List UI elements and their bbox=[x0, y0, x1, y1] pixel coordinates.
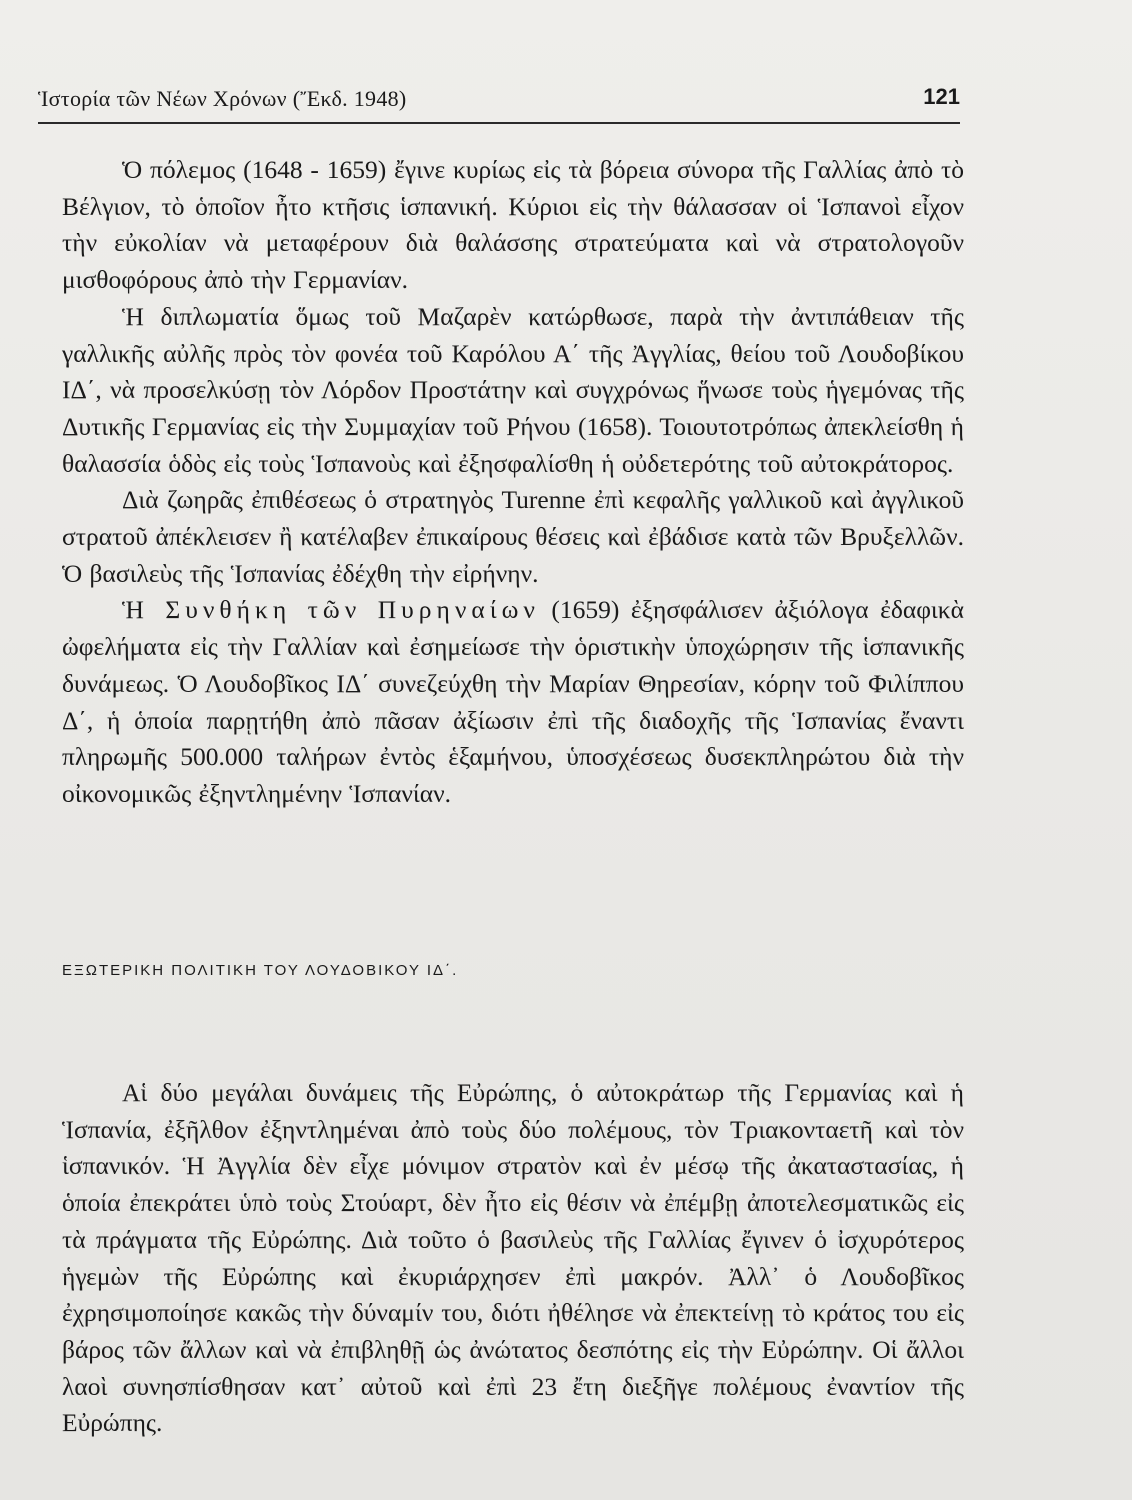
section-heading: ΕΞΩΤΕΡΙΚΗ ΠΟΛΙΤΙΚΗ ΤΟΥ ΛΟΥΔΟΒΙΚΟΥ ΙΔ΄. bbox=[62, 962, 459, 979]
paragraph-foreign-policy: Αἱ δύο μεγάλαι δυνάμεις τῆς Εὐρώπης, ὁ αὐτοκράτωρ τῆς Γερμανίας καὶ ἡ Ἱσπανία, ἐξῆλθον ἐξηντλημέναι ἀπὸ τοὺς δύο πολέμους, τὸν Τριακονταετῆ καὶ τὸν ἱσπανικόν. Ἡ Ἀγγλία δὲν εἶχε μόνιμον στρατὸν καὶ ἐν μέσῳ τῆς ἀκαταστασίας, ἡ ὁποία ἐπεκράτει ὑπὸ τοὺς Στούαρτ, δὲν ἦτο εἰς θέσιν νὰ ἐπέμβῃ ἀποτελεσματικῶς εἰς τὰ πράγματα τῆς Εὐρώπης. Διὰ τοῦτο ὁ βασιλεὺς τῆς Γαλλίας ἔγινεν ὁ ἰσχυρότερος ἡγεμὼν τῆς Εὐρώπης καὶ ἐκυριάρχησεν ἐπὶ μακρόν. Ἀλλ᾽ ὁ Λουδοβῖκος ἐχρησιμοποίησε κακῶς τὴν δύναμίν του, διότι ἠθέλησε νὰ ἐπεκτείνῃ τὸ κράτος του εἰς βάρος τῶν ἄλλων καὶ νὰ ἐπιβληθῇ ὡς ἀνώτατος δεσπότης εἰς τὴν Εὐρώπην. Οἱ ἄλλοι λαοὶ συνησπίσθησαν κατ᾽ αὐτοῦ καὶ ἐπὶ 23 ἔτη διεξῆγε πολέμους ἐναντίον τῆς Εὐρώπης. bbox=[62, 1078, 964, 1438]
treaty-text: (1659) ἐξησφάλισεν ἀξιόλογα ἐδαφικὰ ὠφελήματα εἰς τὴν Γαλλίαν καὶ ἐσημείωσε τὴν ὁριστικὴν ὑποχώρησιν τῆς ἱσπανικῆς δυνάμεως. Ὁ Λουδοβῖκος ΙΔ΄ συνεζεύχθη τὴν Μαρίαν Θηρεσίαν, κόρην τοῦ Φιλίππου Δ΄, ἡ ὁποία παρῃτήθη ἀπὸ πᾶσαν ἀξίωσιν ἐπὶ τῆς διαδοχῆς τῆς Ἱσπανίας ἔναντι πληρωμῆς 500.000 ταλήρων ἐντὸς ἑξαμήνου, ὑποσχέσεως δυσεκπληρώτου διὰ τὴν οἰκονομικῶς ἐξηντλημένην Ἱσπανίαν. bbox=[62, 595, 965, 808]
paragraph-mazarin-diplomacy: Ἡ διπλωματία ὅμως τοῦ Μαζαρὲν κατώρθωσε, παρὰ τὴν ἀντιπάθειαν τῆς γαλλικῆς αὐλῆς πρὸς τὸν φονέα τοῦ Καρόλου Α΄ τῆς Ἀγγλίας, θείου τοῦ Λουδοβίκου ΙΔ΄, νὰ προσελκύσῃ τὸν Λόρδον Προστάτην καὶ συγχρόνως ἥνωσε τοὺς ἡγεμόνας τῆς Δυτικῆς Γερμανίας εἰς τὴν Συμμαχίαν τοῦ Ρήνου (1658). Τοιουτοτρόπως ἀπεκλείσθη ἡ θαλασσία ὁδὸς εἰς τοὺς Ἱσπανοὺς καὶ ἐξησφαλίσθη ἡ οὐδετερότης τοῦ αὐτοκράτορος. bbox=[62, 301, 964, 478]
text-block-lower bbox=[62, 1075, 964, 1442]
paragraph-war-1648: Ὁ πόλεμος (1648 - 1659) ἔγινε κυρίως εἰς τὰ βόρεια σύνορα τῆς Γαλλίας ἀπὸ τὸ Βέλγιον, τὸ ὁποῖον ἦτο κτῆσις ἱσπανική. Κύριοι εἰς τὴν θάλασσαν οἱ Ἱσπανοὶ εἶχον τὴν εὐκολίαν νὰ μεταφέρουν διὰ θαλάσσης στρατεύματα καὶ νὰ στρατολογοῦν μισθοφόρους ἀπὸ τὴν Γερμανίαν. bbox=[62, 155, 964, 295]
page-number: 121 bbox=[923, 84, 960, 109]
paragraph-pyrenees-treaty bbox=[62, 592, 964, 812]
treaty-name: Ἡ Συνθήκη τῶν Πυρηναίων bbox=[122, 595, 540, 625]
running-title: Ἱστορία τῶν Νέων Χρόνων (Ἔκδ. 1948) bbox=[38, 86, 407, 111]
text-block-upper bbox=[62, 152, 964, 813]
running-header bbox=[38, 86, 960, 120]
header-rule bbox=[38, 122, 960, 124]
paragraph-turenne: Διὰ ζωηρᾶς ἐπιθέσεως ὁ στρατηγὸς Turenne ἐπὶ κεφαλῆς γαλλικοῦ καὶ ἀγγλικοῦ στρατοῦ ἀπέκλεισεν ἢ κατέλαβεν ἐπικαίρους θέσεις καὶ ἐβάδισε κατὰ τῶν Βρυξελλῶν. Ὁ βασιλεὺς τῆς Ἱσπανίας ἐδέχθη τὴν εἰρήνην. bbox=[62, 485, 964, 588]
